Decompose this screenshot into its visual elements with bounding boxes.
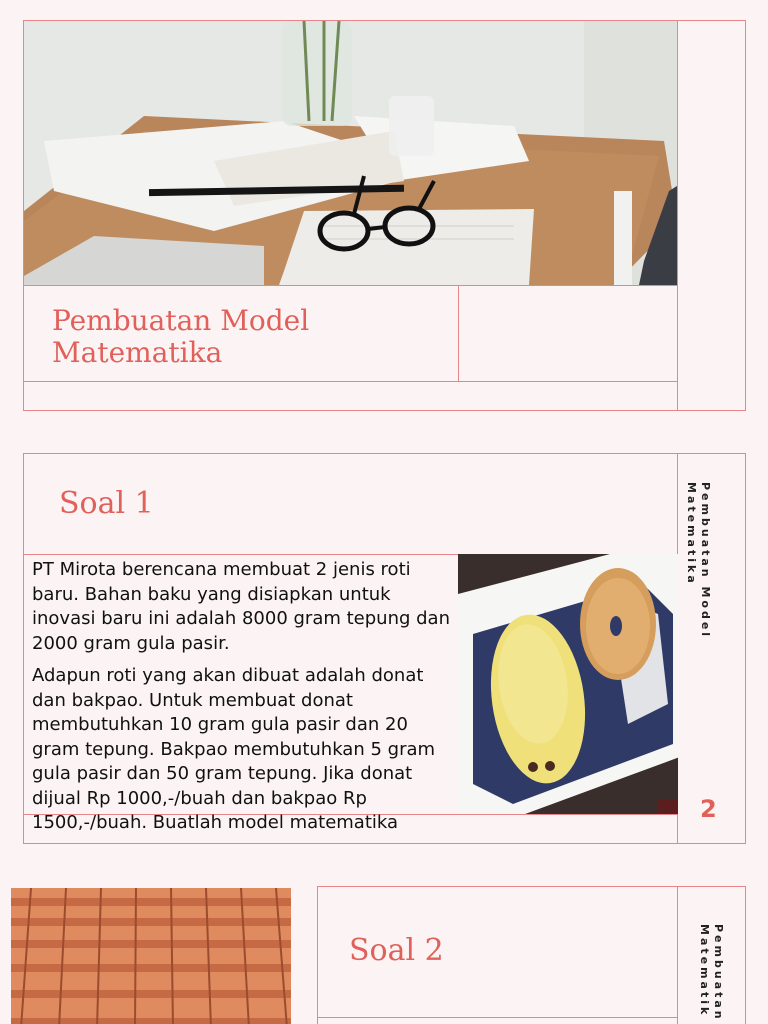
slide-2 bbox=[0, 432, 768, 864]
frame-line bbox=[23, 453, 746, 454]
frame-line bbox=[317, 886, 318, 1024]
frame-line bbox=[745, 886, 746, 1024]
slide-1 bbox=[0, 0, 768, 432]
question-heading: Soal 1 bbox=[59, 486, 154, 521]
side-vertical-title-2 bbox=[697, 924, 725, 1024]
frame-line bbox=[677, 20, 678, 411]
bakery-photo bbox=[458, 554, 678, 814]
side-title-line-1: Pembuatan bbox=[712, 924, 725, 1022]
frame-line bbox=[745, 453, 746, 844]
question-body bbox=[32, 558, 457, 864]
frame-line bbox=[23, 285, 678, 286]
desk-scene-illustration bbox=[24, 21, 677, 285]
slide-3 bbox=[0, 864, 768, 1024]
question-paragraph-1: PT Mirota berencana membuat 2 jenis roti baru. Bahan baku yang disiapkan untuk inovasi baru ini adalah 8000 gram tepung dan 2000 gram gula pasir. bbox=[32, 559, 450, 654]
frame-line bbox=[677, 886, 678, 1024]
roof-tiles-photo bbox=[0, 864, 295, 1024]
question-heading-2: Soal 2 bbox=[349, 933, 444, 968]
frame-line bbox=[745, 20, 746, 411]
slide-title-line-1: Pembuatan Model bbox=[52, 304, 310, 337]
side-title-line-2: Matematik bbox=[698, 924, 711, 1018]
slide-title-line-2: Matematika bbox=[52, 336, 223, 369]
frame-line bbox=[23, 453, 24, 844]
desk-photo bbox=[24, 21, 677, 285]
page-number: 2 bbox=[700, 795, 717, 823]
frame-line bbox=[458, 285, 459, 382]
question-paragraph-2: Adapun roti yang akan dibuat adalah donat dan bakpao. Untuk membuat donat membutuhkan 10 gram gula pasir dan 20 gram tepung. Bakpao membutuhkan 5 gram gula pasir dan 50 gram tepung. Jika donat dijual Rp 1000,-/buah dan bakpao Rp 1500,-/buah. Buatlah model matematika bbox=[32, 665, 436, 833]
frame-line bbox=[23, 381, 678, 382]
frame-line bbox=[317, 886, 746, 887]
frame-line bbox=[317, 1017, 678, 1018]
side-title-line-2: Matematika bbox=[685, 482, 698, 586]
slide-title bbox=[52, 305, 452, 369]
side-vertical-title bbox=[684, 482, 712, 712]
donut-bakpao-illustration bbox=[458, 554, 678, 814]
roof-tiles-illustration bbox=[11, 888, 291, 1024]
side-title-line-1: Pembuatan Model bbox=[699, 482, 712, 640]
frame-line bbox=[23, 410, 746, 411]
